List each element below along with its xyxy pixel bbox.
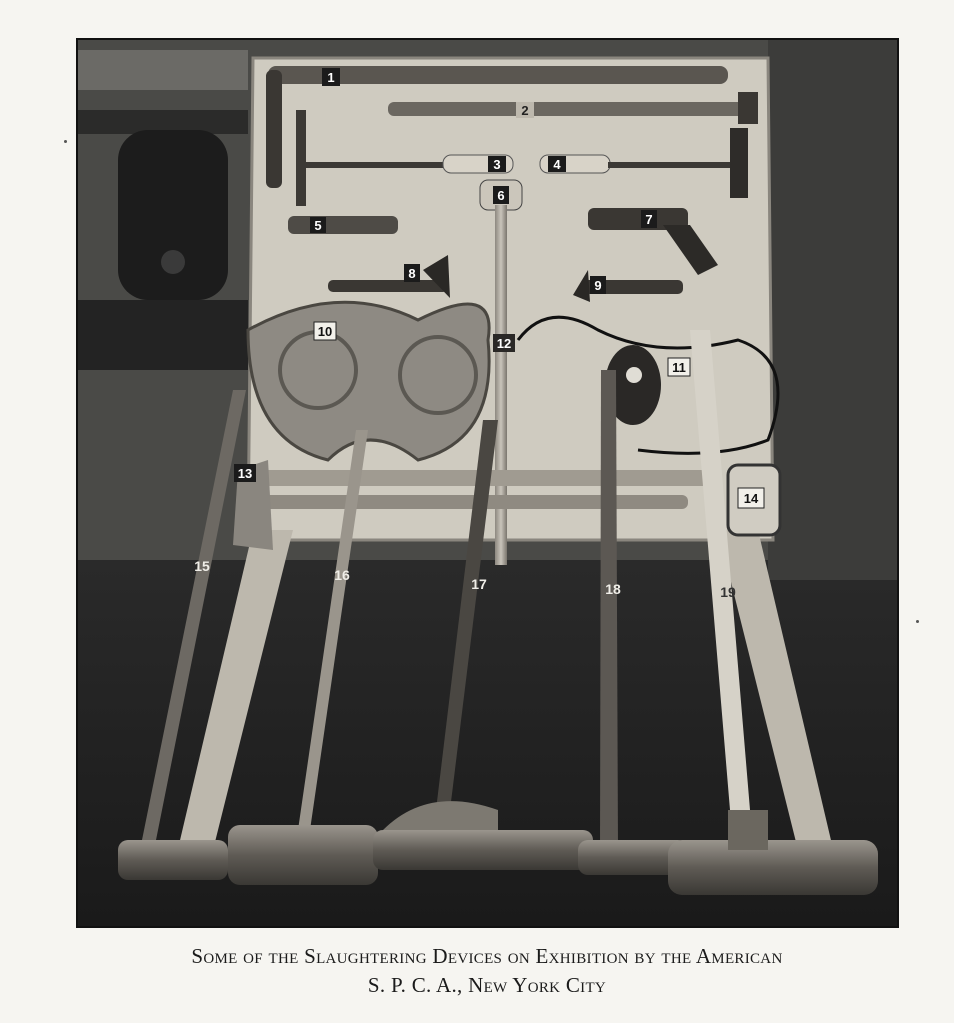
tag-19: 19: [720, 584, 736, 600]
tag-16: 16: [334, 567, 350, 583]
tag-10: 10: [317, 324, 333, 339]
tag-6: 6: [497, 188, 505, 203]
tag-13: 13: [237, 466, 253, 481]
exhibit-photograph: [76, 38, 899, 928]
tag-5: 5: [314, 218, 322, 233]
caption-line-1: Some of the Slaughtering Devices on Exhibition by the American: [191, 944, 783, 968]
tag-18: 18: [605, 581, 621, 597]
tag-12: 12: [496, 336, 512, 351]
figure-caption: [60, 942, 914, 1000]
tag-2: 2: [521, 103, 529, 118]
paper-speck: [64, 140, 67, 143]
tag-3: 3: [493, 157, 501, 172]
tag-4: 4: [553, 157, 561, 172]
paper-speck: [916, 620, 919, 623]
tag-15: 15: [194, 558, 210, 574]
tag-17: 17: [471, 576, 487, 592]
tag-8: 8: [408, 266, 416, 281]
tag-11: 11: [672, 360, 686, 375]
tag-1: 1: [327, 70, 335, 85]
photograph-illustration: [78, 40, 897, 926]
tag-7: 7: [645, 212, 653, 227]
tag-14: 14: [743, 491, 759, 506]
caption-line-2: S. P. C. A., New York City: [367, 973, 607, 997]
tag-9: 9: [594, 278, 602, 293]
